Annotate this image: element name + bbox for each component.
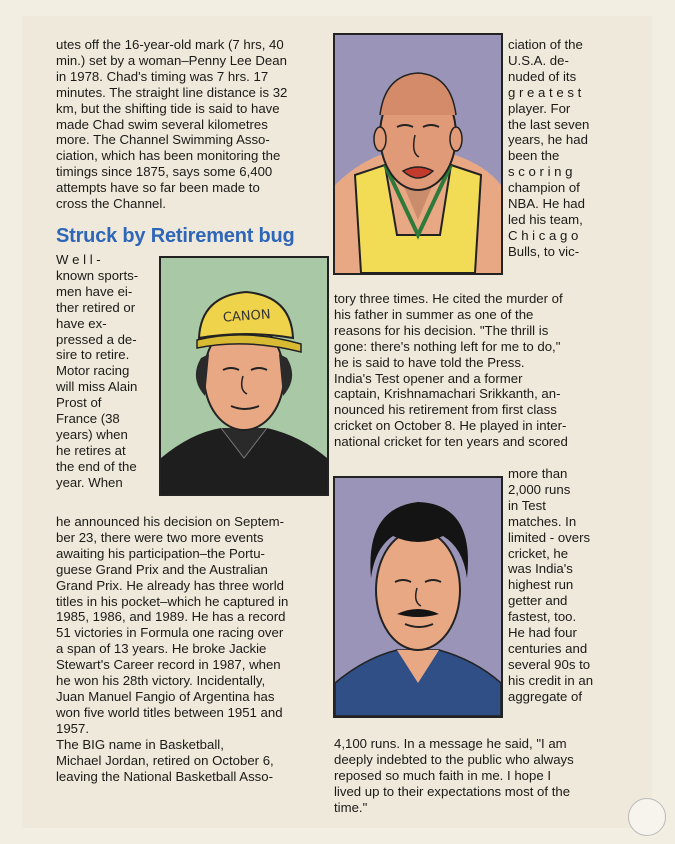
text-line: km, but the shifting tide is said to have [56, 100, 280, 116]
text-line: titles in his pocket–which he captured in [56, 593, 289, 609]
michael-jordan-illustration [333, 33, 503, 275]
text-line: he won his 28th victory. Incidentally, [56, 673, 266, 689]
text-line: attempts have so far been made to [56, 180, 260, 196]
text-line: utes off the 16-year-old mark (7 hrs, 40 [56, 37, 284, 52]
text-line: cricket, he [508, 545, 569, 561]
text-line: min.) set by a woman–Penny Lee Dean [56, 52, 287, 68]
text-line: led his team, [508, 211, 583, 227]
text-line: pressed a de- [56, 331, 137, 347]
cap-logo-text: CANON [222, 307, 272, 326]
text-line: getter and [508, 593, 568, 609]
text-line: champion of [508, 180, 580, 196]
text-line: The BIG name in Basketball, [56, 736, 224, 752]
text-line: ciation of the [508, 37, 583, 52]
text-line: more. The Channel Swimming Asso- [56, 132, 270, 148]
text-line: been the [508, 148, 560, 164]
text-line: Bulls, to vic- [508, 243, 580, 259]
text-line: aggregate of [508, 688, 583, 704]
text-line: 2,000 runs [508, 481, 571, 497]
text-line: W e l l - [56, 252, 101, 267]
text-line: C h i c a g o [508, 227, 579, 243]
article-heading: Struck by Retirement bug [56, 225, 295, 247]
text-line: was India's [508, 561, 573, 577]
text-line: leaving the National Basketball Asso- [56, 768, 273, 784]
text-line: nuded of its [508, 68, 577, 84]
text-line: ciation, which has been monitoring the [56, 148, 281, 164]
text-line: player. For [508, 100, 571, 116]
text-line: timings since 1875, says some 6,400 [56, 164, 273, 180]
text-line: national cricket for ten years and scored [334, 434, 568, 450]
text-line: he announced his decision on Septem- [56, 514, 285, 529]
text-line: more than [508, 466, 568, 481]
prost-portrait-svg [161, 258, 327, 494]
text-line: captain, Krishnamachari Srikkanth, an- [334, 386, 561, 402]
text-line: centuries and [508, 640, 588, 656]
text-line: Prost of [56, 395, 102, 411]
text-line: Juan Manuel Fangio of Argentina has [56, 688, 275, 704]
text-line: minutes. The straight line distance is 32 [56, 84, 288, 100]
text-line: reasons for his decision. "The thrill is [334, 322, 549, 338]
text-line: gone: there's nothing left for me to do," [334, 338, 561, 354]
text-line: 1957. [56, 720, 90, 736]
text-line: nounced his retirement from first class [334, 402, 557, 418]
text-line: year. When [56, 474, 123, 490]
text-line: 1985, 1986, and 1989. He has a record [56, 609, 286, 625]
text-line: Motor racing [56, 363, 130, 379]
jordan-paragraph-narrow [508, 37, 602, 260]
text-line: reposed so much faith in me. I hope I [334, 767, 551, 783]
text-line: tory three times. He cited the murder of [334, 291, 563, 306]
text-line: men have ei- [56, 283, 133, 299]
text-line: the end of the [56, 458, 137, 474]
srikkanth-quote-paragraph [334, 736, 602, 816]
text-line: he retires at [56, 442, 126, 458]
swimming-paragraph [56, 37, 322, 212]
text-line: made Chad swim several kilometres [56, 116, 268, 132]
text-line: will miss Alain [56, 379, 138, 395]
text-line: a span of 13 years. He broke Jackie [56, 641, 267, 657]
text-line: ther retired or [56, 299, 136, 315]
prost-paragraph-narrow [56, 252, 152, 491]
jordan-srikkanth-paragraph [334, 291, 602, 450]
text-line: the last seven [508, 116, 590, 132]
prost-jordan-paragraph [56, 514, 322, 784]
text-line: guese Grand Prix and the Australian [56, 561, 268, 577]
text-line: in 1978. Chad's timing was 7 hrs. 17 [56, 68, 269, 84]
text-line: his credit in an [508, 672, 594, 688]
text-line: India's Test opener and a former [334, 370, 523, 386]
text-line: time." [334, 799, 368, 815]
text-line: lived up to their expectations most of the [334, 783, 571, 799]
text-line: highest run [508, 577, 574, 593]
text-line: sire to retire. [56, 347, 130, 363]
text-line: won five world titles between 1951 and [56, 704, 283, 720]
srikkanth-portrait-svg [335, 478, 501, 716]
srikkanth-paragraph-narrow [508, 466, 602, 705]
text-line: fastest, too. [508, 609, 577, 625]
text-line: limited - overs [508, 529, 591, 545]
text-line: in Test [508, 497, 546, 513]
text-line: years, he had [508, 132, 588, 148]
text-line: he is said to have told the Press. [334, 354, 525, 370]
srikkanth-illustration [333, 476, 503, 718]
text-line: have ex- [56, 315, 107, 331]
text-line: ber 23, there were two more events [56, 529, 264, 545]
text-line: cross the Channel. [56, 196, 166, 212]
text-line: matches. In [508, 513, 577, 529]
text-line: Stewart's Career record in 1987, when [56, 657, 281, 673]
text-line: s c o r i n g [508, 164, 573, 180]
text-line: France (38 [56, 411, 120, 427]
text-line: cricket on October 8. He played in inter- [334, 418, 567, 434]
publisher-stamp-logo [628, 798, 666, 836]
text-line: g r e a t e s t [508, 84, 582, 100]
text-line: years) when [56, 426, 128, 442]
text-line: his father in summer as one of the [334, 306, 534, 322]
text-line: deeply indebted to the public who always [334, 751, 574, 767]
text-line: Grand Prix. He already has three world [56, 577, 284, 593]
text-line: awaiting his participation–the Portu- [56, 545, 265, 561]
alain-prost-illustration [159, 256, 329, 496]
text-line: several 90s to [508, 656, 591, 672]
text-line: U.S.A. de- [508, 52, 569, 68]
text-line: 4,100 runs. In a message he said, "I am [334, 736, 567, 751]
text-line: He had four [508, 625, 577, 641]
text-line: NBA. He had [508, 196, 585, 212]
text-line: Michael Jordan, retired on October 6, [56, 752, 274, 768]
jordan-portrait-svg [335, 35, 501, 273]
text-line: 51 victories in Formula one racing over [56, 625, 284, 641]
text-line: known sports- [56, 267, 139, 283]
